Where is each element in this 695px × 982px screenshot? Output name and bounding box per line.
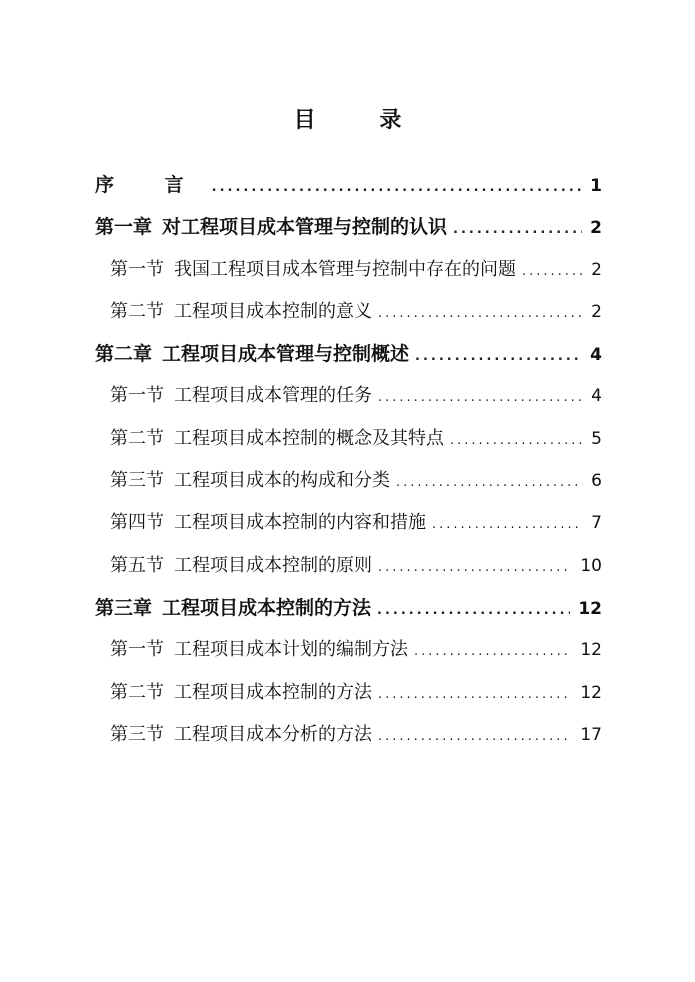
dot-leader — [522, 251, 583, 291]
entry-title: 工程项目成本控制的原则 — [174, 554, 372, 576]
entry-title: 工程项目成本控制的意义 — [174, 300, 372, 322]
entry-page-number: 2 — [591, 301, 602, 322]
entry-page-number: 7 — [591, 513, 602, 534]
entry-page-number: 2 — [590, 218, 602, 239]
entry-title: 工程项目成本管理的任务 — [174, 385, 372, 407]
toc-chapter-entry[interactable] — [95, 333, 602, 375]
entry-page-number: 4 — [590, 345, 602, 366]
toc-chapter-entry[interactable] — [95, 206, 602, 248]
entry-number: 第二节 — [110, 300, 164, 322]
entry-page-number: 12 — [580, 640, 602, 661]
dot-leader — [414, 631, 572, 671]
dot-leader — [453, 209, 582, 248]
entry-title: 工程项目成本计划的编制方法 — [174, 639, 408, 661]
entry-number: 第五节 — [110, 554, 164, 576]
entry-page-number: 6 — [591, 471, 602, 492]
toc-section-entry[interactable] — [95, 418, 602, 460]
entry-number: 第一章 — [95, 216, 153, 239]
entry-page-number: 17 — [580, 724, 602, 745]
entry-number: 第二章 — [95, 343, 153, 366]
entry-number: 第三节 — [110, 723, 164, 745]
entry-number: 第一节 — [110, 385, 164, 407]
entry-title: 对工程项目成本管理与控制的认识 — [162, 216, 448, 239]
entry-page-number: 5 — [591, 428, 602, 449]
entry-number: 第二节 — [110, 427, 164, 449]
entry-title: 我国工程项目成本管理与控制中存在的问题 — [174, 258, 516, 280]
entry-page-number: 12 — [578, 598, 602, 619]
entry-number: 序 言 — [95, 174, 206, 196]
dot-leader — [378, 547, 572, 587]
toc-section-entry[interactable] — [95, 249, 602, 291]
entry-title: 工程项目成本管理与控制概述 — [162, 343, 410, 366]
entry-number: 第二节 — [110, 681, 164, 703]
toc-section-entry[interactable] — [95, 460, 602, 502]
entry-title: 工程项目成本控制的方法 — [162, 596, 372, 619]
entry-number: 第一节 — [110, 258, 164, 280]
dot-leader — [377, 590, 570, 629]
entry-title: 工程项目成本的构成和分类 — [174, 470, 390, 492]
entry-page-number: 2 — [591, 259, 602, 280]
entry-title: 工程项目成本控制的内容和措施 — [174, 512, 426, 534]
dot-leader — [212, 167, 583, 206]
dot-leader — [378, 674, 572, 714]
dot-leader — [396, 462, 583, 502]
dot-leader — [432, 504, 583, 544]
toc-title: 目 录 — [293, 107, 430, 133]
toc-section-entry[interactable] — [95, 291, 602, 333]
entry-title: 工程项目成本控制的概念及其特点 — [174, 427, 444, 449]
toc-section-entry[interactable] — [95, 629, 602, 671]
toc-section-entry[interactable] — [95, 375, 602, 417]
toc-chapter-entry[interactable] — [95, 587, 602, 629]
entry-page-number: 12 — [580, 682, 602, 703]
entry-title: 工程项目成本控制的方法 — [174, 681, 372, 703]
entry-number: 第一节 — [110, 639, 164, 661]
entry-page-number: 1 — [590, 176, 602, 196]
dot-leader — [450, 420, 583, 460]
entry-number: 第三章 — [95, 596, 153, 619]
entry-title: 工程项目成本分析的方法 — [174, 723, 372, 745]
entry-number: 第四节 — [110, 512, 164, 534]
entry-page-number: 10 — [580, 555, 602, 576]
toc-section-entry[interactable] — [95, 545, 602, 587]
toc-section-entry[interactable] — [95, 672, 602, 714]
entry-page-number: 4 — [591, 386, 602, 407]
dot-leader — [415, 336, 582, 375]
toc-list — [95, 164, 602, 756]
entry-number: 第三节 — [110, 470, 164, 492]
toc-section-entry[interactable] — [95, 502, 602, 544]
toc-chapter-entry[interactable] — [95, 164, 602, 206]
dot-leader — [378, 293, 583, 333]
dot-leader — [378, 377, 583, 417]
dot-leader — [378, 716, 572, 756]
toc-section-entry[interactable] — [95, 714, 602, 756]
